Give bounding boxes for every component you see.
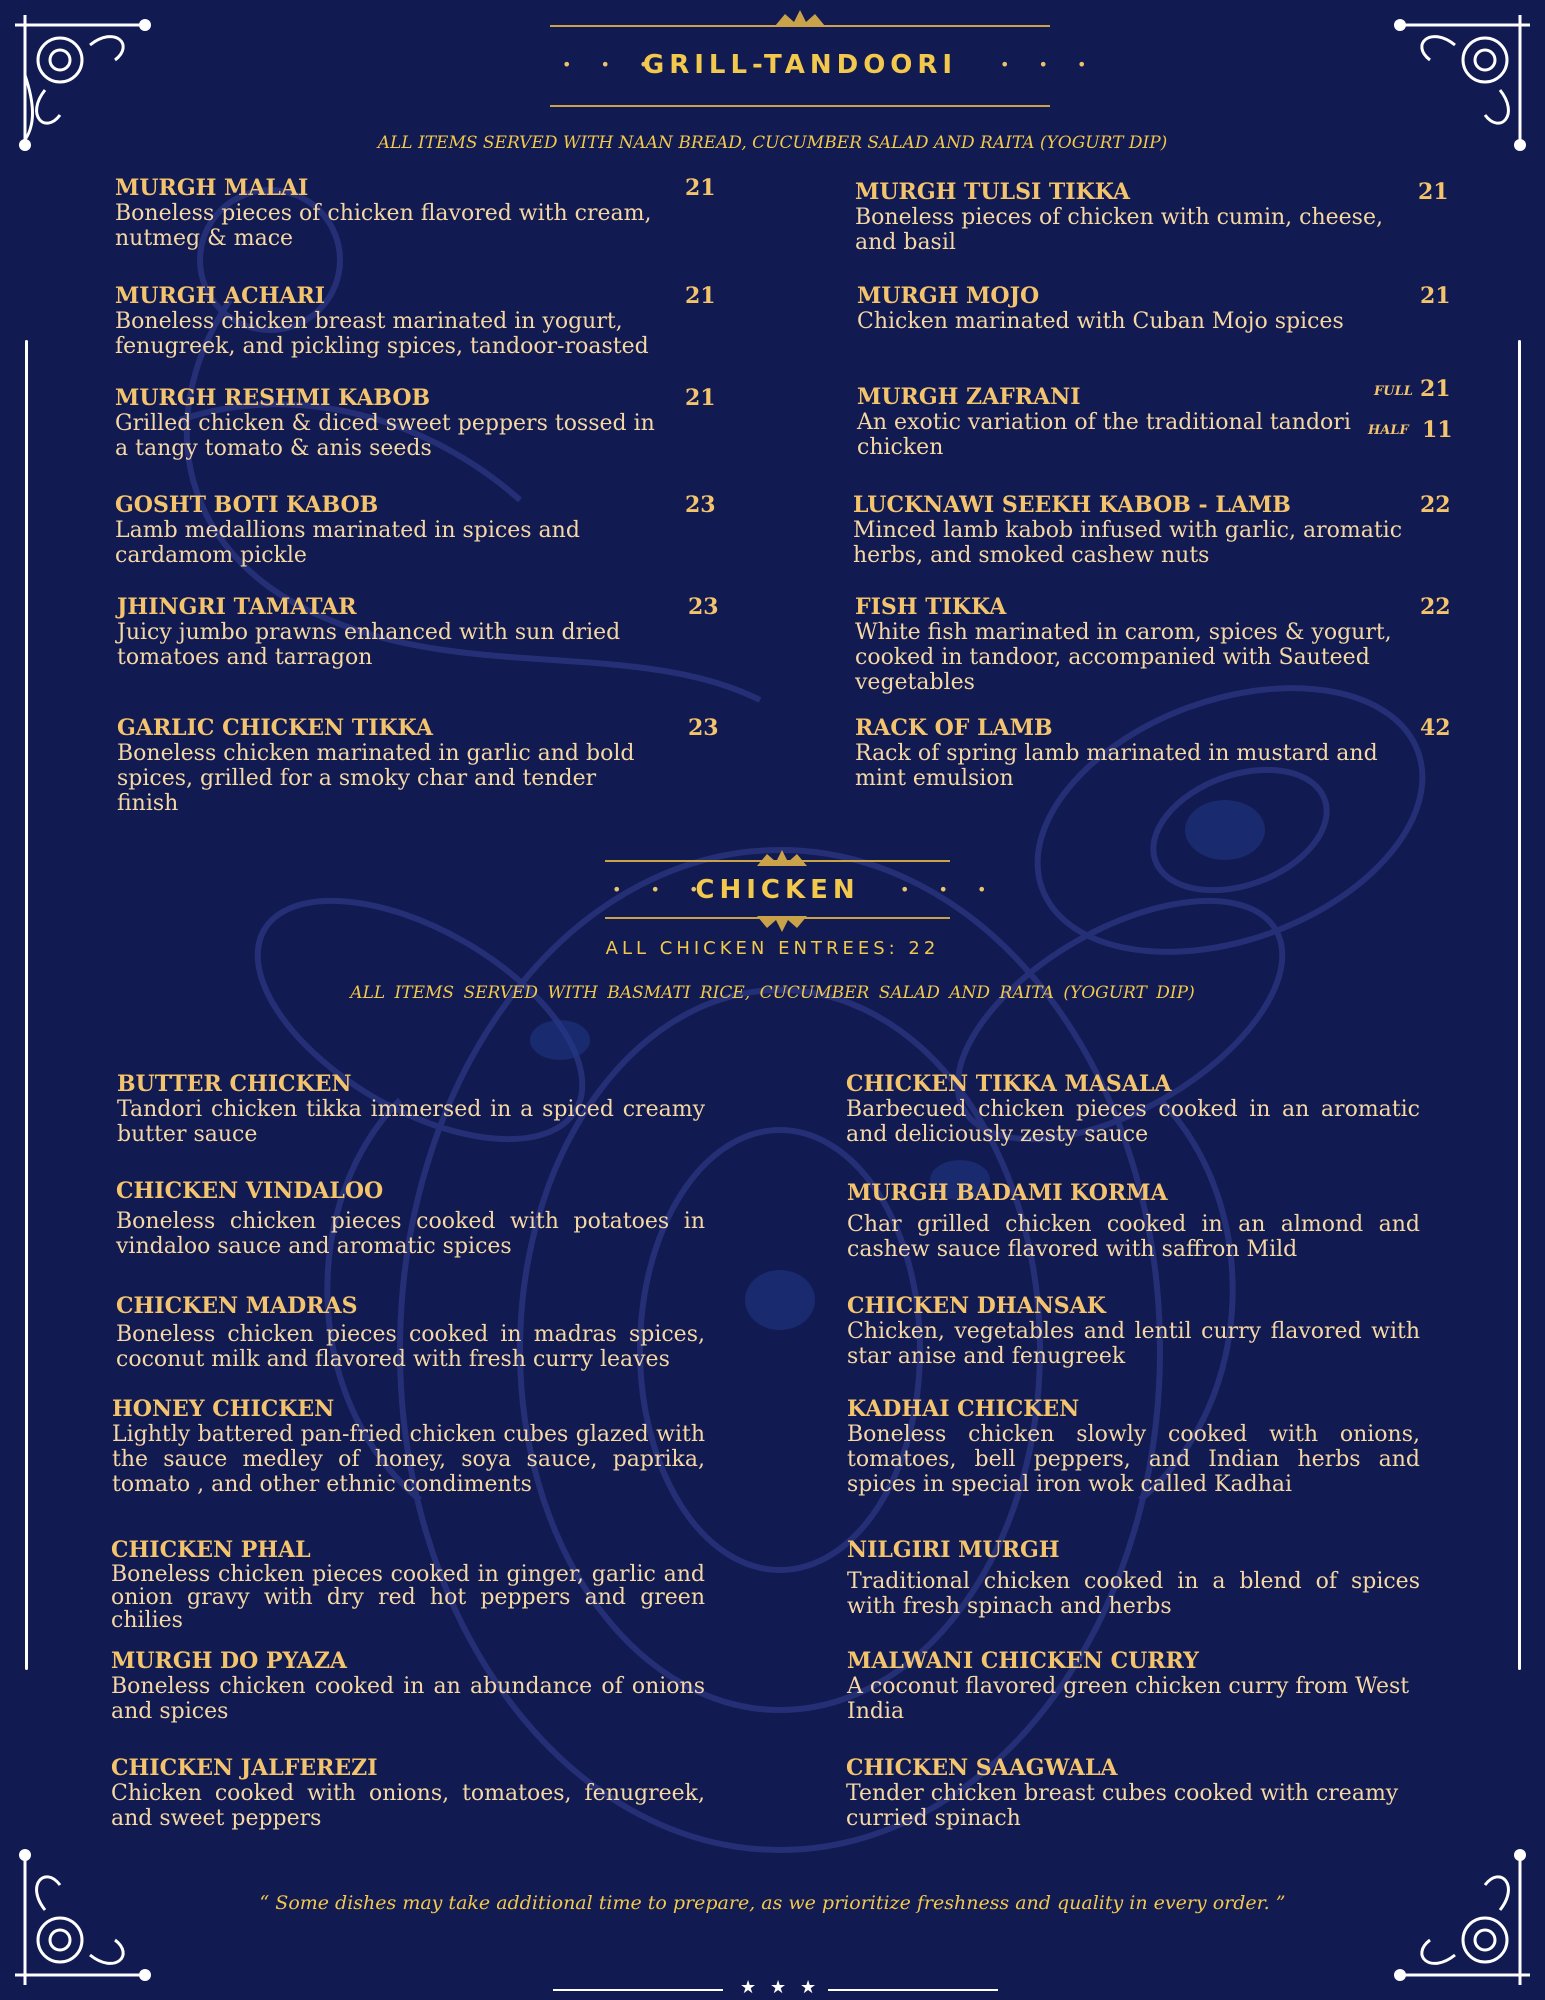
item-price: 22 <box>1420 492 1451 518</box>
item-description: Barbecued chicken pieces cooked in an aromatic and deliciously zesty sauce <box>846 1097 1420 1147</box>
item-description: Boneless pieces of chicken flavored with cream, nutmeg & mace <box>115 201 652 251</box>
item-price-half: 11 <box>1422 417 1453 443</box>
item-name: HONEY CHICKEN <box>112 1396 335 1422</box>
price-size-label-half: HALF <box>1368 423 1409 438</box>
item-name: CHICKEN SAAGWALA <box>846 1755 1118 1781</box>
chicken-title-dots-right: • • • <box>900 880 999 899</box>
menu-item <box>853 492 1453 568</box>
item-description: Boneless chicken slowly cooked with onions, tomatoes, bell peppers, and Indian herbs and spices in special iron wok called Kadhai <box>847 1422 1420 1497</box>
item-description: Boneless chicken pieces cooked with potatoes in vindaloo sauce and aromatic spices <box>116 1209 705 1259</box>
menu-item <box>111 1537 711 1632</box>
item-name: CHICKEN VINDALOO <box>116 1178 384 1204</box>
grill-section-title: GRILL-TANDOORI <box>642 50 958 80</box>
chicken-header-top-rule <box>605 860 950 862</box>
item-name: MURGH BADAMI KORMA <box>847 1180 1168 1206</box>
footer-rule-left <box>553 1989 723 1991</box>
grill-subtitle: ALL ITEMS SERVED WITH NAAN BREAD, CUCUMBER SALAD AND RAITA (YOGURT DIP) <box>377 133 1168 153</box>
item-name: MURGH ACHARI <box>115 283 326 309</box>
item-price: 23 <box>688 715 719 741</box>
crown-ornament-icon <box>752 848 812 870</box>
item-name: LUCKNAWI SEEKH KABOB - LAMB <box>853 492 1291 518</box>
menu-item <box>855 594 1455 695</box>
item-description: Juicy jumbo prawns enhanced with sun dried tomatoes and tarragon <box>117 620 621 670</box>
menu-item <box>846 1755 1446 1831</box>
crown-ornament-icon <box>770 8 830 30</box>
left-border-line <box>25 340 28 1670</box>
item-name: JHINGRI TAMATAR <box>117 594 357 620</box>
menu-item <box>117 1071 717 1147</box>
footer-note: “ Some dishes may take additional time to prepare, as we prioritize freshness and quality in every order. ” <box>259 1892 1286 1914</box>
item-description: Lamb medallions marinated in spices and cardamom pickle <box>115 518 580 568</box>
item-name: MALWANI CHICKEN CURRY <box>847 1648 1199 1674</box>
item-description: Boneless chicken pieces cooked in ginger, garlic and onion gravy with dry red hot peppers and green chilies <box>111 1562 705 1633</box>
item-price: 21 <box>1420 283 1451 309</box>
menu-item <box>847 1293 1447 1369</box>
item-description: Tender chicken breast cubes cooked with creamy curried spinach <box>846 1781 1399 1831</box>
item-description: Boneless chicken marinated in garlic and bold spices, grilled for a smoky char and tender finish <box>117 741 635 816</box>
item-description: Chicken marinated with Cuban Mojo spices <box>857 309 1344 334</box>
chicken-section-title: CHICKEN <box>695 875 860 905</box>
item-name: MURGH MOJO <box>857 283 1040 309</box>
item-name: NILGIRI MURGH <box>847 1537 1060 1563</box>
menu-item <box>112 1396 712 1497</box>
item-description: Chicken cooked with onions, tomatoes, fenugreek, and sweet peppers <box>111 1781 705 1831</box>
item-name: MURGH MALAI <box>115 175 309 201</box>
menu-item <box>847 1648 1447 1724</box>
item-name: RACK OF LAMB <box>855 715 1053 741</box>
item-price: 23 <box>685 492 716 518</box>
item-name: FISH TIKKA <box>855 594 1007 620</box>
star-icon: ★ <box>770 1977 787 1998</box>
item-description: Char grilled chicken cooked in an almond and cashew sauce flavored with saffron Mild <box>847 1212 1420 1262</box>
grill-header-bottom-rule <box>550 105 1050 107</box>
item-description: Tandori chicken tikka immersed in a spiced creamy butter sauce <box>117 1097 705 1147</box>
item-price: 22 <box>1420 594 1451 620</box>
menu-item <box>111 1755 711 1831</box>
chicken-subtitle: ALL ITEMS SERVED WITH BASMATI RICE, CUCUMBER SALAD AND RAITA (YOGURT DIP) <box>350 983 1195 1003</box>
item-name: MURGH TULSI TIKKA <box>855 179 1130 205</box>
item-price: 23 <box>688 594 719 620</box>
grill-title-dots-right: • • • <box>1000 55 1099 74</box>
menu-item <box>116 1293 716 1372</box>
price-size-label-full: FULL <box>1374 384 1413 399</box>
menu-item <box>115 385 715 461</box>
item-price: 21 <box>685 283 716 309</box>
item-name: CHICKEN TIKKA MASALA <box>846 1071 1172 1097</box>
chicken-title-dots-left: • • • <box>612 880 711 899</box>
item-description: Grilled chicken & diced sweet peppers tossed in a tangy tomato & anis seeds <box>115 411 655 461</box>
right-border-line <box>1518 340 1521 1670</box>
item-price: 42 <box>1420 715 1451 741</box>
item-price: 21 <box>685 385 716 411</box>
item-name: GARLIC CHICKEN TIKKA <box>117 715 433 741</box>
item-description: Rack of spring lamb marinated in mustard and mint emulsion <box>855 741 1378 791</box>
item-description: Boneless chicken breast marinated in yogurt, fenugreek, and pickling spices, tandoor-roasted <box>115 309 649 359</box>
item-description: An exotic variation of the traditional tandori chicken <box>857 410 1351 460</box>
item-price: 21 <box>1418 179 1449 205</box>
menu-item <box>857 384 1457 460</box>
item-name: CHICKEN DHANSAK <box>847 1293 1106 1319</box>
menu-item <box>857 283 1457 334</box>
menu-item <box>115 175 715 251</box>
menu-item <box>846 1071 1446 1147</box>
chicken-price-note: ALL CHICKEN ENTREES: 22 <box>605 938 940 959</box>
menu-item <box>847 1396 1447 1497</box>
item-price-full: 21 <box>1420 376 1451 402</box>
item-description: Boneless chicken pieces cooked in madras spices, coconut milk and flavored with fresh curry leaves <box>116 1322 705 1372</box>
item-name: KADHAI CHICKEN <box>847 1396 1080 1422</box>
star-icon: ★ <box>800 1977 817 1998</box>
menu-item <box>855 715 1455 791</box>
item-name: GOSHT BOTI KABOB <box>115 492 379 518</box>
menu-item <box>115 492 715 568</box>
item-description: White fish marinated in carom, spices & yogurt, cooked in tandoor, accompanied with Sauteed vegetables <box>855 620 1392 695</box>
item-description: Boneless pieces of chicken with cumin, cheese, and basil <box>855 205 1383 255</box>
item-name: BUTTER CHICKEN <box>117 1071 352 1097</box>
item-description: A coconut flavored green chicken curry from West India <box>847 1674 1410 1724</box>
item-name: CHICKEN JALFEREZI <box>111 1755 378 1781</box>
menu-item <box>111 1648 711 1724</box>
menu-item <box>847 1537 1447 1619</box>
menu-item <box>115 283 715 359</box>
corner-ornament-bottom-left <box>5 1845 155 1995</box>
item-name: CHICKEN PHAL <box>111 1537 311 1563</box>
item-description: Minced lamb kabob infused with garlic, aromatic herbs, and smoked cashew nuts <box>853 518 1403 568</box>
item-description: Chicken, vegetables and lentil curry flavored with star anise and fenugreek <box>847 1319 1420 1369</box>
item-name: CHICKEN MADRAS <box>116 1293 358 1319</box>
menu-item <box>855 179 1455 255</box>
corner-ornament-bottom-right <box>1390 1845 1540 1995</box>
footer-rule-right <box>828 1989 998 1991</box>
item-description: Boneless chicken cooked in an abundance of onions and spices <box>111 1674 705 1724</box>
menu-item <box>116 1178 716 1259</box>
item-price: 21 <box>685 175 716 201</box>
item-description: Traditional chicken cooked in a blend of spices with fresh spinach and herbs <box>847 1569 1420 1619</box>
item-name: MURGH DO PYAZA <box>111 1648 347 1674</box>
item-name: MURGH RESHMI KABOB <box>115 385 431 411</box>
menu-item <box>117 594 717 670</box>
item-name: MURGH ZAFRANI <box>857 384 1081 410</box>
menu-item <box>847 1180 1447 1262</box>
crown-ornament-icon <box>752 912 812 934</box>
menu-item <box>117 715 717 816</box>
star-icon: ★ <box>740 1977 757 1998</box>
grill-title-dots-left: • • • <box>562 55 661 74</box>
item-description: Lightly battered pan-fried chicken cubes glazed with the sauce medley of honey, soya sauce, paprika, tomato , and other ethnic condiments <box>112 1422 705 1497</box>
